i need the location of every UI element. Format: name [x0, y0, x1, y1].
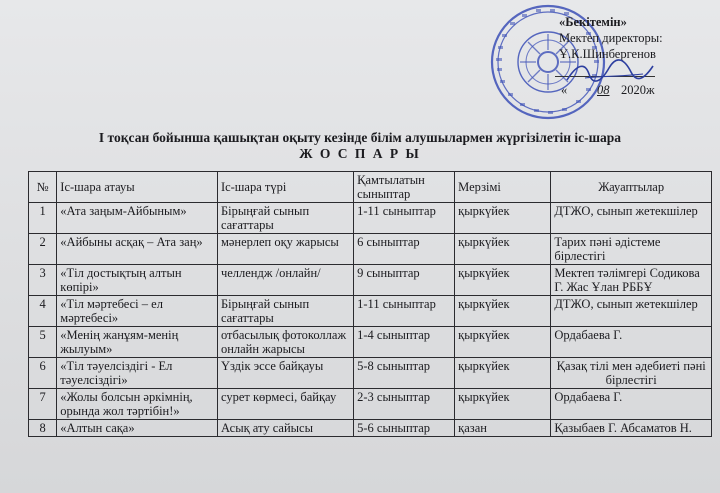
event-type: челлендж /онлайн/ — [217, 265, 353, 296]
event-type: отбасылық фотоколлаж онлайн жарысы — [217, 327, 353, 358]
event-name: «Тіл достықтың алтын көпірі» — [57, 265, 218, 296]
event-classes: 5-6 сыныптар — [354, 420, 455, 437]
event-name: «Айбыны асқақ – Ата заң» — [57, 234, 218, 265]
event-responsible: Қазақ тілі мен әдебиеті пәні бірлестігі — [551, 358, 712, 389]
event-responsible: Қазыбаев Г. Абсаматов Н. — [551, 420, 712, 437]
event-date: қыркүйек — [455, 389, 551, 420]
event-type: Асық ату сайысы — [217, 420, 353, 437]
table-header-row — [29, 172, 712, 203]
event-type: Бірыңғай сынып сағаттары — [217, 296, 353, 327]
event-name: «Тіл мәртебесі – ел мәртебесі» — [57, 296, 218, 327]
approval-position: Мектеп директоры: — [559, 31, 663, 45]
event-name: «Алтын сақа» — [57, 420, 218, 437]
header-event-type: Іс-шара түрі — [217, 172, 353, 203]
row-number: 7 — [29, 389, 57, 420]
event-classes: 2-3 сыныптар — [354, 389, 455, 420]
event-date: қыркүйек — [455, 327, 551, 358]
row-number: 1 — [29, 203, 57, 234]
event-responsible: ДТЖО, сынып жетекшілер — [551, 203, 712, 234]
event-classes: 1-11 сыныптар — [354, 296, 455, 327]
header-number: № — [29, 172, 57, 203]
header-classes: Қамтылатын сыныптар — [354, 172, 455, 203]
row-number: 4 — [29, 296, 57, 327]
event-classes: 6 сыныптар — [354, 234, 455, 265]
event-responsible: Ордабаева Г. — [551, 389, 712, 420]
header-event-name: Іс-шара атауы — [57, 172, 218, 203]
event-name: «Менің жанұям-менің жылуым» — [57, 327, 218, 358]
event-classes: 5-8 сыныптар — [354, 358, 455, 389]
event-name: «Жолы болсын әркімнің, орында жол тәртібін!» — [57, 389, 218, 420]
row-number: 3 — [29, 265, 57, 296]
row-number: 5 — [29, 327, 57, 358]
header-date: Мерзімі — [455, 172, 551, 203]
event-responsible: Ордабаева Г. — [551, 327, 712, 358]
event-name: «Ата заңым-Айбыным» — [57, 203, 218, 234]
approval-name: Ұ.К.Шинбергенов — [559, 47, 656, 61]
document-title: І тоқсан бойынша қашықтан оқыту кезінде білім алушылармен жүргізілетін іс-шара — [98, 130, 622, 145]
table-row — [29, 389, 712, 420]
table-row — [29, 358, 712, 389]
event-date: қыркүйек — [455, 358, 551, 389]
row-number: 8 — [29, 420, 57, 437]
table-row — [29, 296, 712, 327]
table-row — [29, 420, 712, 437]
event-responsible: ДТЖО, сынып жетекшілер — [551, 296, 712, 327]
approval-heading: «Бекітемін» — [559, 15, 627, 29]
event-responsible: Тарих пәні әдістеме бірлестігі — [551, 234, 712, 265]
event-date: қыркүйек — [455, 203, 551, 234]
signature-icon — [565, 56, 655, 86]
event-date: қыркүйек — [455, 234, 551, 265]
table-row — [29, 203, 712, 234]
date-month: 08 — [597, 83, 610, 97]
table-row — [29, 265, 712, 296]
event-type: сурет көрмесі, байқау — [217, 389, 353, 420]
event-date: қазан — [455, 420, 551, 437]
table-row — [29, 327, 712, 358]
plan-table — [28, 171, 712, 437]
event-name: «Тіл тәуелсіздігі - Ел тәуелсіздігі» — [57, 358, 218, 389]
event-date: қыркүйек — [455, 265, 551, 296]
date-year: 2020ж — [621, 83, 655, 97]
row-number: 2 — [29, 234, 57, 265]
event-type: мәнерлеп оқу жарысы — [217, 234, 353, 265]
header-responsible: Жауаптылар — [551, 172, 712, 203]
table-row — [29, 234, 712, 265]
row-number: 6 — [29, 358, 57, 389]
event-responsible: Мектеп тәлімгері Содикова Г. Жас Ұлан РББҰ — [551, 265, 712, 296]
event-classes: 1-11 сыныптар — [354, 203, 455, 234]
event-classes: 9 сыныптар — [354, 265, 455, 296]
event-type: Үздік эссе байқауы — [217, 358, 353, 389]
date-prefix: « — [561, 83, 568, 97]
event-type: Бірыңғай сынып сағаттары — [217, 203, 353, 234]
document-subtitle: Ж О С П А Р Ы — [299, 146, 421, 161]
event-date: қыркүйек — [455, 296, 551, 327]
event-classes: 1-4 сыныптар — [354, 327, 455, 358]
